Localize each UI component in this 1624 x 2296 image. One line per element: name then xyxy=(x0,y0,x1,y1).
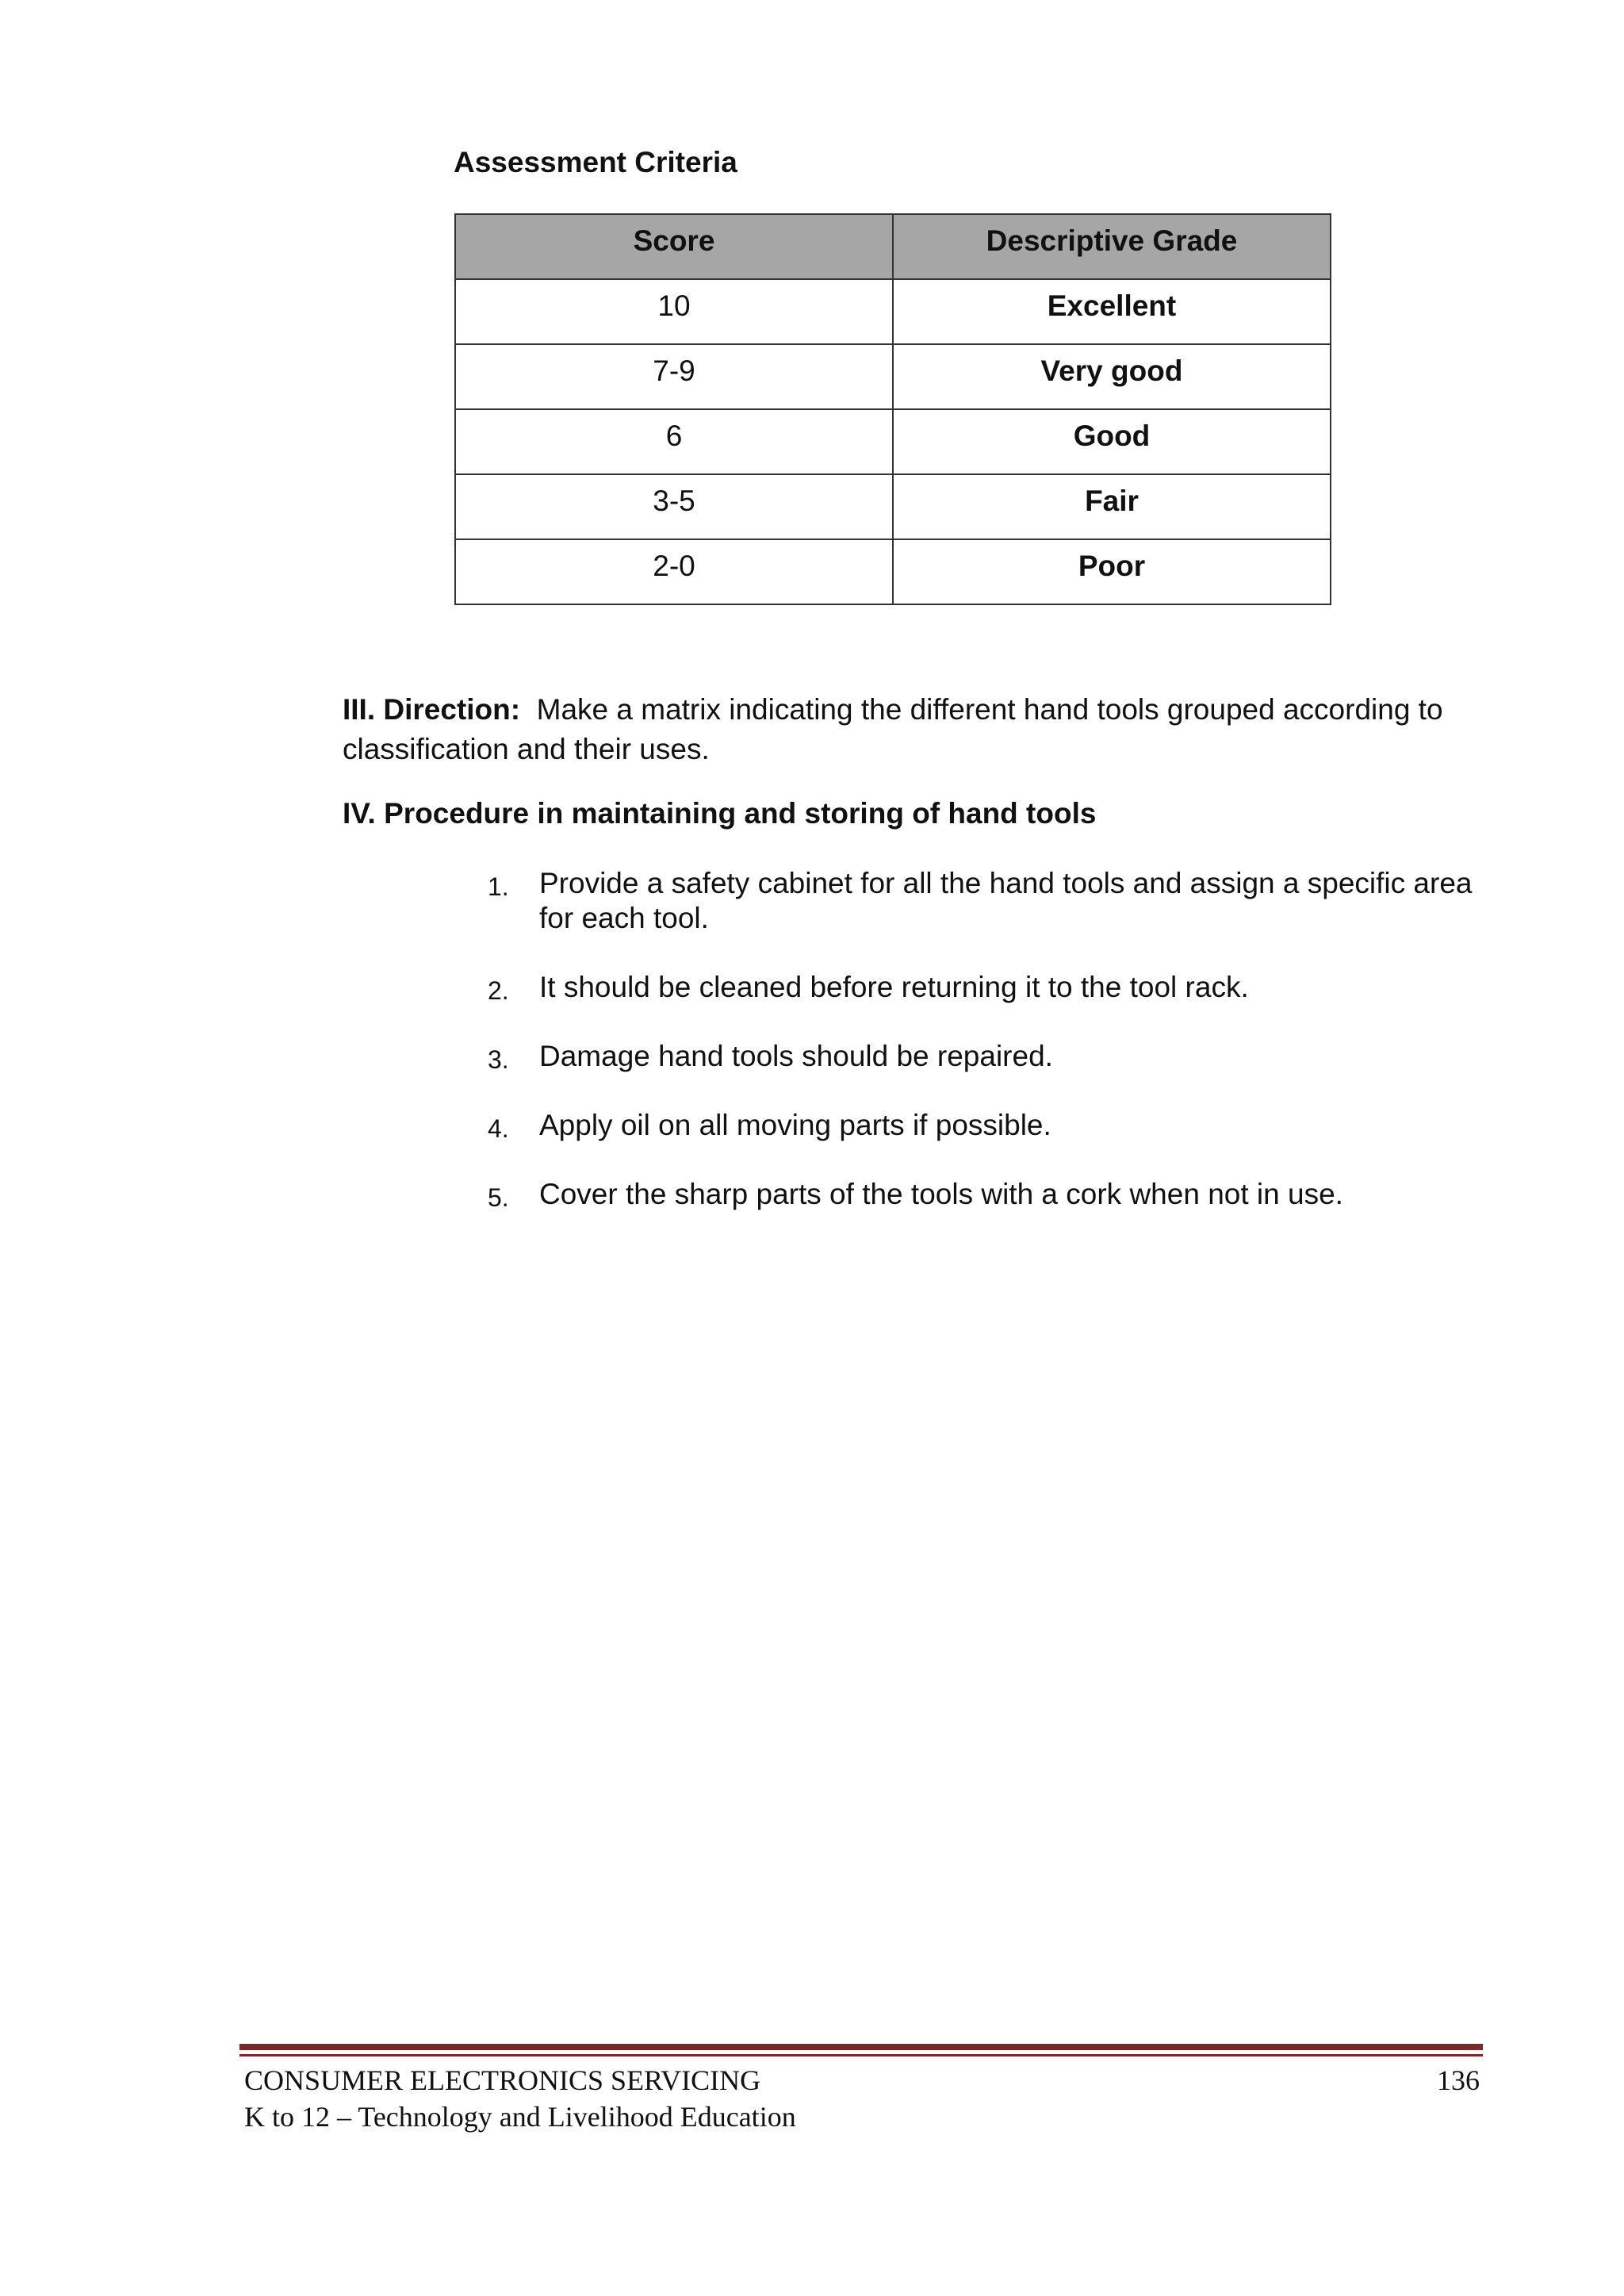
grade-cell: Good xyxy=(893,409,1331,474)
assessment-criteria-table xyxy=(454,213,1331,605)
page-number: 136 xyxy=(1437,2064,1480,2096)
footer-rule-thin xyxy=(239,2054,1483,2056)
score-cell: 6 xyxy=(455,409,893,474)
list-item-text: Damage hand tools should be repaired. xyxy=(539,1040,1053,1072)
table-row xyxy=(455,409,1331,474)
footer-program-title: K to 12 – Technology and Livelihood Education xyxy=(244,2101,796,2133)
table-row xyxy=(455,279,1331,344)
grade-cell: Excellent xyxy=(893,279,1331,344)
table-header-row xyxy=(455,214,1331,279)
list-item-number: 5. xyxy=(488,1183,509,1212)
direction-paragraph xyxy=(343,690,1484,769)
footer-course-title: CONSUMER ELECTRONICS SERVICING xyxy=(244,2064,761,2096)
grade-column-header: Descriptive Grade xyxy=(893,214,1331,279)
score-column-header: Score xyxy=(455,214,893,279)
table-row xyxy=(455,344,1331,409)
direction-label: III. Direction: xyxy=(343,693,521,726)
table-row xyxy=(455,474,1331,539)
direction-text: Make a matrix indicating the different hand tools grouped according to classification and their uses. xyxy=(343,693,1443,765)
list-item-text: Apply oil on all moving parts if possible. xyxy=(539,1109,1051,1141)
score-cell: 7-9 xyxy=(455,344,893,409)
footer-text xyxy=(244,2062,796,2135)
list-item xyxy=(488,1177,1479,1212)
grade-cell: Fair xyxy=(893,474,1331,539)
grade-cell: Poor xyxy=(893,539,1331,604)
list-item-number: 3. xyxy=(488,1045,509,1074)
footer-rule xyxy=(239,2044,1483,2050)
list-item-number: 2. xyxy=(488,976,509,1005)
list-item-number: 1. xyxy=(488,872,509,901)
list-item xyxy=(488,1108,1479,1143)
list-item xyxy=(488,866,1479,936)
score-cell: 2-0 xyxy=(455,539,893,604)
procedure-title: IV. Procedure in maintaining and storing of hand tools xyxy=(343,797,1097,830)
list-item-text: It should be cleaned before returning it to the tool rack. xyxy=(539,971,1249,1003)
list-item xyxy=(488,1039,1479,1074)
list-item xyxy=(488,970,1479,1005)
score-cell: 10 xyxy=(455,279,893,344)
list-item-number: 4. xyxy=(488,1114,509,1143)
score-cell: 3-5 xyxy=(455,474,893,539)
list-item-text: Cover the sharp parts of the tools with a cork when not in use. xyxy=(539,1178,1343,1210)
table-row xyxy=(455,539,1331,604)
list-item-text: Provide a safety cabinet for all the hand tools and assign a specific area for each tool. xyxy=(539,867,1473,934)
grade-cell: Very good xyxy=(893,344,1331,409)
assessment-criteria-title: Assessment Criteria xyxy=(454,146,737,178)
